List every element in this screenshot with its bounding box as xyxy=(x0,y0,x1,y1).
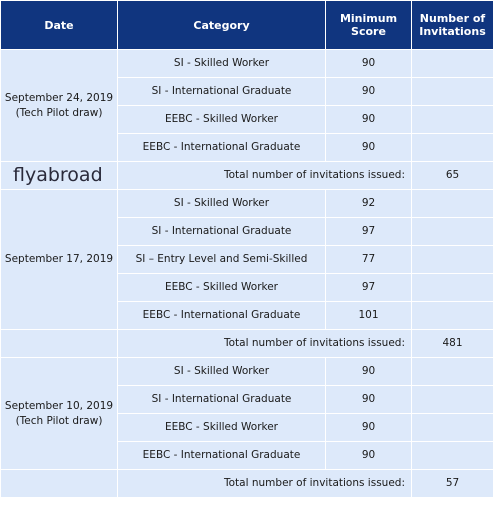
draw-note: (Tech Pilot draw) xyxy=(15,106,103,119)
category-cell: SI - Skilled Worker xyxy=(118,50,326,78)
invitations-cell xyxy=(412,274,493,302)
total-row xyxy=(1,330,493,358)
total-spacer xyxy=(1,330,118,358)
draw-date-cell xyxy=(1,190,118,330)
header-invitations-line1: Number of xyxy=(419,12,486,25)
total-value: 481 xyxy=(412,330,493,358)
invitations-cell xyxy=(412,218,493,246)
total-spacer xyxy=(1,470,118,498)
category-cell: EEBC - Skilled Worker xyxy=(118,414,326,442)
total-row xyxy=(1,470,493,498)
header-row xyxy=(1,1,493,50)
score-cell: 97 xyxy=(326,274,412,302)
category-cell: SI - International Graduate xyxy=(118,78,326,106)
total-value: 65 xyxy=(412,162,493,190)
draw-date: September 24, 2019 xyxy=(4,91,114,104)
invitations-cell xyxy=(412,246,493,274)
header-min-score xyxy=(326,1,412,50)
header-min-score-line1: Minimum xyxy=(339,12,398,25)
watermark-text: flyabroad xyxy=(1,162,118,190)
invitations-cell xyxy=(412,386,493,414)
table-row xyxy=(1,358,493,386)
invitations-cell xyxy=(412,302,493,330)
score-cell: 90 xyxy=(326,78,412,106)
score-cell: 90 xyxy=(326,442,412,470)
header-min-score-line2: Score xyxy=(351,25,386,38)
header-invitations xyxy=(412,1,493,50)
score-cell: 97 xyxy=(326,218,412,246)
header-date: Date xyxy=(1,1,118,50)
category-cell: EEBC - Skilled Worker xyxy=(118,106,326,134)
category-cell: EEBC - International Graduate xyxy=(118,442,326,470)
category-cell: SI - Skilled Worker xyxy=(118,190,326,218)
total-label: Total number of invitations issued: xyxy=(118,162,412,190)
draw-date-cell xyxy=(1,358,118,470)
draw-date: September 10, 2019 xyxy=(4,399,114,412)
invitations-cell xyxy=(412,358,493,386)
category-cell: SI - International Graduate xyxy=(118,218,326,246)
invitations-cell xyxy=(412,190,493,218)
table-row xyxy=(1,50,493,78)
draw-date-cell xyxy=(1,50,118,162)
score-cell: 90 xyxy=(326,358,412,386)
score-cell: 90 xyxy=(326,386,412,414)
draw-note: (Tech Pilot draw) xyxy=(15,414,103,427)
score-cell: 90 xyxy=(326,50,412,78)
score-cell: 77 xyxy=(326,246,412,274)
invitations-cell xyxy=(412,106,493,134)
total-row xyxy=(1,162,493,190)
total-label: Total number of invitations issued: xyxy=(118,330,412,358)
header-invitations-line2: Invitations xyxy=(419,25,486,38)
score-cell: 101 xyxy=(326,302,412,330)
invitations-cell xyxy=(412,134,493,162)
category-cell: SI – Entry Level and Semi-Skilled xyxy=(118,246,326,274)
score-cell: 92 xyxy=(326,190,412,218)
invitations-cell xyxy=(412,78,493,106)
table-row xyxy=(1,190,493,218)
category-cell: EEBC - International Graduate xyxy=(118,134,326,162)
category-cell: EEBC - Skilled Worker xyxy=(118,274,326,302)
score-cell: 90 xyxy=(326,414,412,442)
invitations-cell xyxy=(412,414,493,442)
total-label: Total number of invitations issued: xyxy=(118,470,412,498)
category-cell: EEBC - International Graduate xyxy=(118,302,326,330)
score-cell: 90 xyxy=(326,134,412,162)
category-cell: SI - International Graduate xyxy=(118,386,326,414)
total-value: 57 xyxy=(412,470,493,498)
category-cell: SI - Skilled Worker xyxy=(118,358,326,386)
draw-date: September 17, 2019 xyxy=(4,253,114,265)
invitations-cell xyxy=(412,50,493,78)
header-category: Category xyxy=(118,1,326,50)
score-cell: 90 xyxy=(326,106,412,134)
invitations-cell xyxy=(412,442,493,470)
